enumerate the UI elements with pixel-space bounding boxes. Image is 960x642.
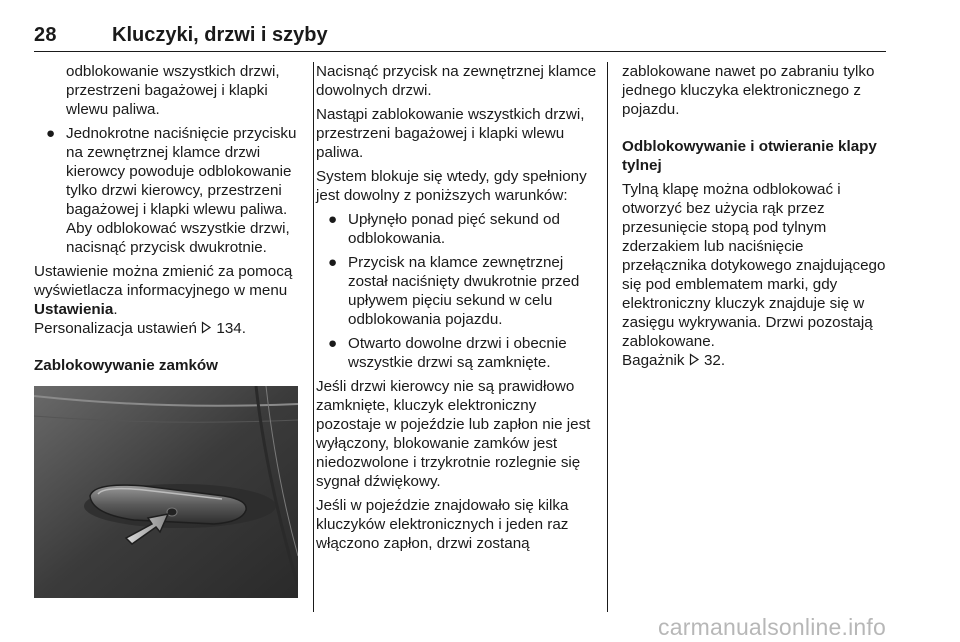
bullet-icon: ●: [328, 335, 338, 352]
column-2: [316, 62, 598, 558]
list-item: ● Przycisk na klamce zewnętrznej został naciśnięty dwukrotnie przed upływem pięciu sekund w celu odblokowania pojazdu.: [328, 254, 580, 328]
paragraph: Nastąpi zablokowanie wszystkich drzwi, przestrzeni bagażowej i klapki wlewu paliwa.: [316, 106, 585, 161]
list-item: ● Otwarto dowolne drzwi i obecnie wszystkie drzwi są zamknięte.: [328, 335, 567, 371]
menu-reference-settings: Ustawienia: [34, 301, 114, 318]
paragraph: System blokuje się wtedy, gdy spełniony jest dowolny z poniższych warunków:: [316, 168, 587, 204]
paragraph: Nacisnąć przycisk na zewnętrznej klamce dowolnych drzwi.: [316, 63, 597, 99]
paragraph: Jeśli w pojeździe znajdowało się kilka kluczyków elektronicznych i jeden raz włączono zapłon, drzwi zostaną: [316, 497, 569, 552]
paragraph-continued: odblokowanie wszystkich drzwi, przestrzeni bagażowej i klapki wlewu paliwa.: [66, 63, 280, 118]
chapter-title: Kluczyki, drzwi i szyby: [112, 24, 328, 46]
list-item: ● Upłynęło ponad pięć sekund od odblokowania.: [328, 211, 560, 247]
paragraph-continued: zablokowane nawet po zabraniu tylko jednego kluczyka elektronicznego z pojazdu.: [622, 63, 875, 118]
page-number: 28: [34, 24, 57, 46]
door-handle-illustration: [34, 386, 298, 598]
section-heading: Odblokowywanie i otwieranie klapy tylnej: [622, 138, 877, 174]
page-reference-arrow-icon: [201, 320, 216, 337]
paragraph: Jeśli drzwi kierowcy nie są prawidłowo zamknięte, kluczyk elektroniczny pozostaje w pojeździe lub zapłon nie jest wyłączony, blokowanie zamków jest niedozwolone i trzykrotnie rozlegnie się sygnał dźwiękowy.: [316, 378, 591, 490]
column-1: [34, 62, 304, 380]
paragraph-tailgate: Tylną klapę można odblokować i otworzyć bez użycia rąk przez przesunięcie stopą pod tylnym zderzakiem lub naciśnięcie przełącznika dotykowego znajdującego się pod emblematem marki, gdy elektroniczny kluczyk znajduje się w zasięgu wykrywania. Drzwi pozostają zablokowane. Bagażnik 32.: [622, 181, 886, 369]
page-header: [34, 24, 886, 50]
column-3: [622, 62, 890, 375]
header-rule: [34, 51, 886, 52]
bullet-icon: ●: [328, 211, 338, 228]
list-item: ● Jednokrotne naciśnięcie przycisku na zewnętrznej klamce drzwi kierowcy powoduje odblokowanie tylko drzwi kierowcy, przestrzeni bagażowej i klapki wlewu paliwa. Aby odblokować wszystkie drzwi, nacisnąć przycisk dwukrotnie.: [46, 125, 297, 256]
column-divider-1: [313, 62, 314, 612]
page-reference: 32.: [703, 352, 726, 369]
page-reference: 134.: [216, 320, 246, 337]
paragraph-settings: Ustawienie można zmienić za pomocą wyświetlacza informacyjnego w menu Ustawienia. Personalizacja ustawień 134.: [34, 263, 293, 337]
bullet-icon: ●: [328, 254, 338, 271]
section-heading: Zablokowywanie zamków: [34, 357, 218, 374]
watermark[interactable]: carmanualsonline.info: [658, 614, 886, 640]
column-divider-2: [607, 62, 608, 612]
bullet-icon: ●: [46, 125, 56, 142]
page-reference-arrow-icon: [689, 352, 704, 369]
